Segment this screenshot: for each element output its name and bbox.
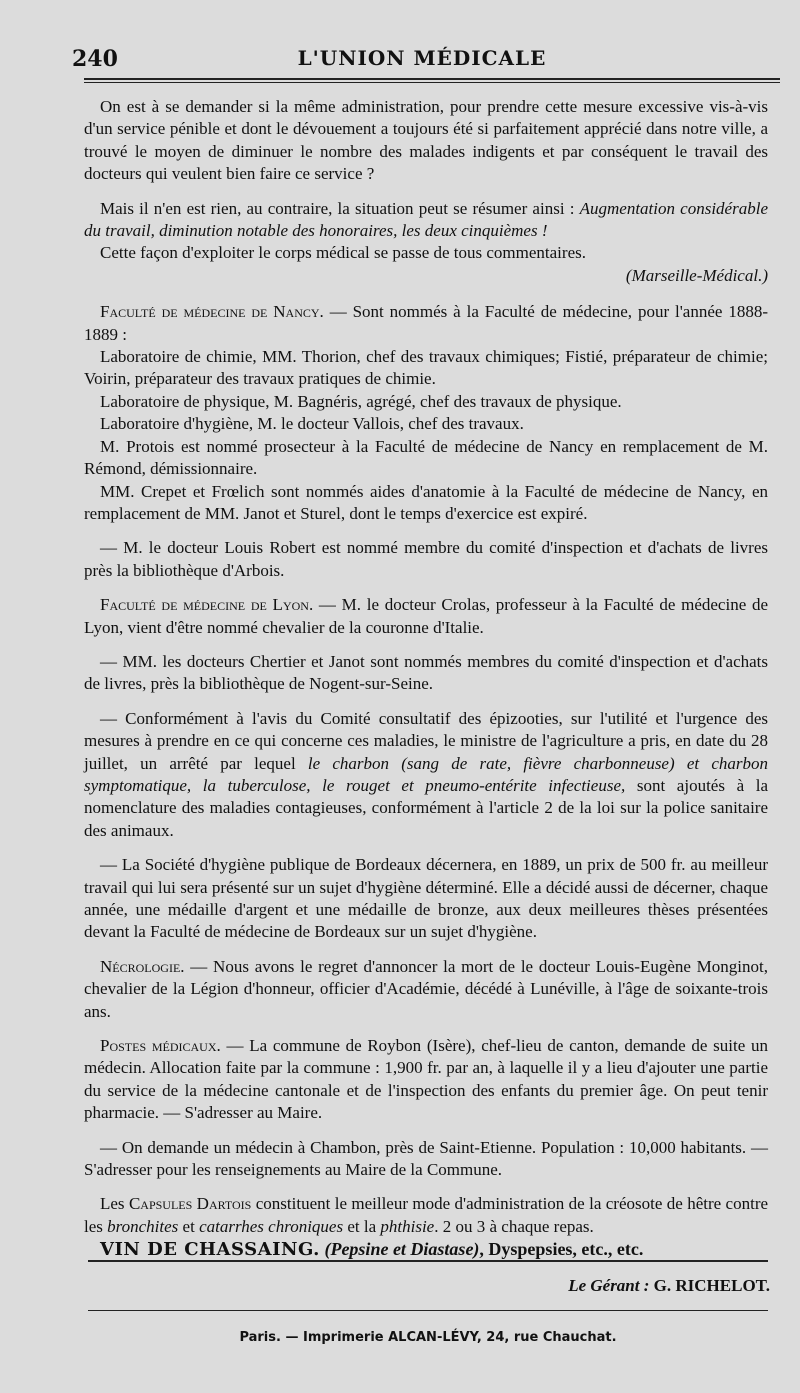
paragraph: — La Société d'hygiène publique de Bordeaux décernera, en 1889, un prix de 500 fr. au meilleur travail qui lui sera présenté sur un sujet d'hygiène déterminé. Elle a décidé aussi de décerner, chaque année, une médaille d'argent et une médaille de bronze, aux deux meilleures thèses présentées devant la Faculté de médecine de Bordeaux sur un sujet d'hygiène. <box>84 855 768 942</box>
paragraph: On est à se demander si la même administration, pour prendre cette mesure excessive vis-à-vis d'un service pénible et dont le dévouement a toujours été si parfaitement apprécié dans notre ville, a trouvé le moyen de diminuer le nombre des malades indigents et par conséquent le travail des docteurs qui veulent bien faire ce service ? <box>84 97 768 184</box>
paragraph: — On demande un médecin à Chambon, près de Saint-Etienne. Population : 10,000 habitants. — S'adresser pour les renseignements au Maire de la Commune. <box>84 1137 768 1180</box>
ad-text: . 2 ou 3 à chaque repas. <box>434 1216 594 1236</box>
paragraph <box>84 301 768 346</box>
footer-rule <box>88 1260 768 1262</box>
paragraph-italic: Augmentation considérable du travail, diminution notable des honoraires, les deux cinquièmes ! <box>84 198 768 241</box>
ad-text: et la <box>343 1216 381 1236</box>
section-heading: Faculté de médecine de Nancy. <box>100 302 324 322</box>
ad-italic: catarrhes chroniques <box>199 1216 344 1236</box>
ad-text: , Dyspepsies, etc., etc. <box>479 1239 644 1260</box>
paragraph: — MM. les docteurs Chertier et Janot sont nommés membres du comité d'inspection et d'achats de livres, près la bibliothèque de Nogent-sur-Seine. <box>84 651 768 694</box>
header-rule <box>84 78 780 80</box>
ad-italic: bronchites <box>107 1216 179 1236</box>
paragraph-text: — M. le docteur Crolas, professeur à la Faculté de médecine de Lyon, vient d'être nommé chevalier de la couronne d'Italie. <box>84 595 769 637</box>
footer-rule-thin <box>88 1310 768 1311</box>
paragraph-text: — Conformément à l'avis du Comité consultatif des épizooties, sur l'utilité et l'urgence des mesures à prendre en ce qui concerne ces maladies, le ministre de l'agriculture a pris, en date du 28 juillet, un arrêté par lequel <box>84 708 768 773</box>
paragraph-text: — La commune de Roybon (Isère), chef-lieu de canton, demande de suite un médecin. Allocation faite par la commune : 1,900 fr. par an, à laquelle il y a lieu d'ajouter une partie du service de la médecine cantonale et de l'inspection des enfants du premier âge. On peut tenir pharmacie. — S'adresser au Maire. <box>84 1036 769 1123</box>
paragraph: Laboratoire d'hygiène, M. le docteur Vallois, chef des travaux. <box>100 414 524 434</box>
paragraph: Cette façon d'exploiter le corps médical se passe de tous commentaires. <box>100 243 586 263</box>
paragraph: — M. le docteur Louis Robert est nommé membre du comité d'inspection et d'achats de livres près la bibliothèque d'Arbois. <box>84 538 768 580</box>
ad-italic: phthisie <box>380 1216 435 1236</box>
running-title: L'UNION MÉDICALE <box>297 46 547 70</box>
gerant-label: Le Gérant : <box>568 1276 650 1295</box>
paragraph-text: — Nous avons le regret d'annoncer la mort de le docteur Louis-Eugène Monginot, chevalier de la Légion d'honneur, officier d'Académie, décédé à Lunéville, à l'âge de soixante-trois ans. <box>84 956 768 1021</box>
article-body <box>84 96 768 1262</box>
paragraph: Laboratoire de chimie, MM. Thorion, chef des travaux chimiques; Fistié, préparateur de chimie; Voirin, préparateur des travaux pratiques de chimie. <box>84 347 768 389</box>
paragraph: M. Protois est nommé prosecteur à la Faculté de médecine de Nancy en remplacement de M. Rémond, démissionnaire. <box>84 436 768 479</box>
paragraph: Laboratoire de physique, M. Bagnéris, agrégé, chef des travaux de physique. <box>100 391 622 411</box>
page-number: 240 <box>72 46 118 72</box>
paragraph-italic: le charbon (sang de rate, fièvre charbonneuse) et charbon symptomatique, la tuberculose, le rouget et pneumo-entérite infectieuse, <box>84 753 768 795</box>
gerant-name: G. RICHELOT. <box>653 1276 770 1295</box>
ad-italic: (Pepsine et Diastase) <box>324 1239 480 1260</box>
paragraph-text: sont ajoutés à la nomenclature des maladies contagieuses, conformément à l'article 2 de la loi sur la police sanitaire des animaux. <box>84 775 768 840</box>
ad-text: et <box>178 1216 200 1236</box>
source-text: (Marseille-Médical.) <box>625 265 768 285</box>
gerant-line <box>500 1276 770 1296</box>
paragraph <box>84 956 768 1023</box>
page-header <box>72 44 772 80</box>
ad-text: constituent le meilleur mode d'administration de la créosote de hêtre contre les <box>84 1194 769 1236</box>
advertisement <box>84 1238 768 1261</box>
ad-brand: Capsules Dartois <box>128 1194 252 1214</box>
ad-brand: VIN DE CHASSAING. <box>100 1239 320 1261</box>
section-heading: Nécrologie. <box>100 956 185 976</box>
paragraph <box>84 1035 768 1125</box>
ad-text: Les <box>100 1194 129 1214</box>
paragraph: MM. Crepet et Frœlich sont nommés aides d'anatomie à la Faculté de médecine de Nancy, en remplacement de MM. Janot et Sturel, dont le temps d'exercice est expiré. <box>84 481 768 523</box>
section-heading: Faculté de médecine de Lyon. <box>100 595 314 615</box>
paragraph <box>84 198 768 243</box>
section-heading: Postes médicaux. <box>100 1036 221 1056</box>
printer-imprint: Paris. — Imprimerie ALCAN-LÉVY, 24, rue Chauchat. <box>239 1330 617 1345</box>
paragraph-text: Mais il n'en est rien, au contraire, la situation peut se résumer ainsi : <box>100 198 580 218</box>
header-rule-thin <box>84 82 780 83</box>
source-citation <box>84 265 768 287</box>
advertisement <box>84 1193 768 1238</box>
paragraph-text: — Sont nommés à la Faculté de médecine, pour l'année 1888-1889 : <box>84 302 768 344</box>
paragraph <box>84 594 768 639</box>
paragraph <box>84 708 768 842</box>
